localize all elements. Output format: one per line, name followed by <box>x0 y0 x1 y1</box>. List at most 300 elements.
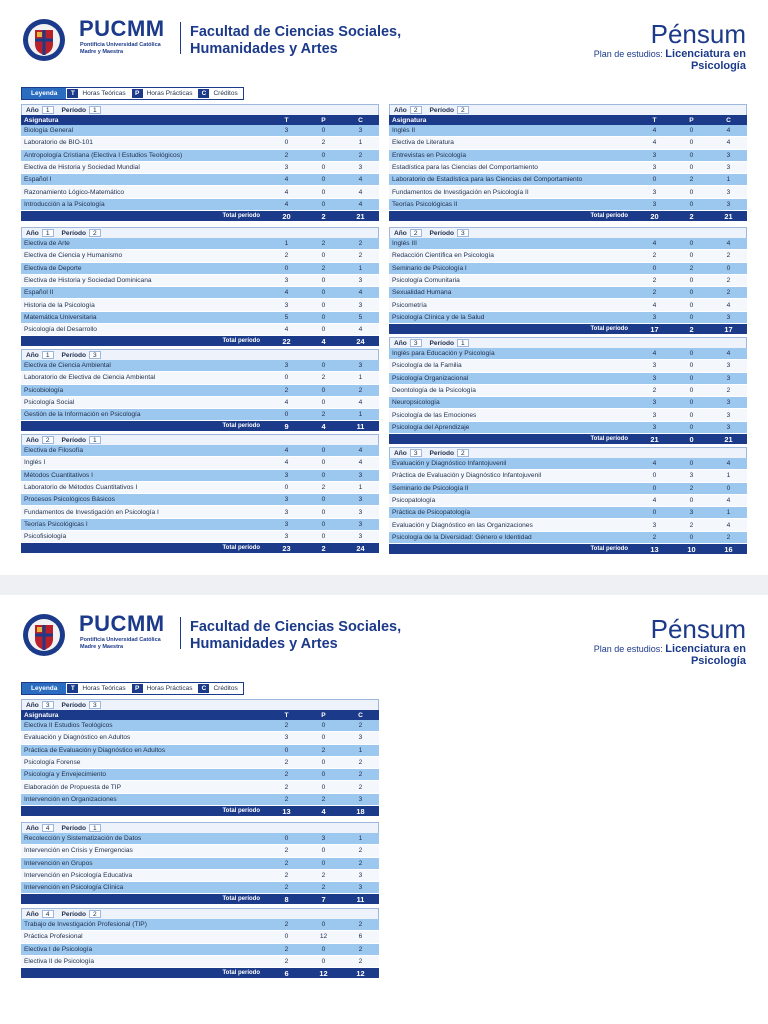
period-total-row <box>389 324 747 334</box>
subject-t: 2 <box>284 783 289 791</box>
subject-t: 2 <box>284 872 289 880</box>
period-label: Período <box>429 449 455 457</box>
subject-p: 0 <box>689 423 694 431</box>
period-table <box>389 227 747 334</box>
university-full-name <box>80 42 175 56</box>
legend <box>21 682 244 695</box>
subject-t: 2 <box>284 386 289 394</box>
legend-label-c: Créditos <box>213 685 238 692</box>
period-total-label: Total período <box>590 326 628 333</box>
period-header <box>21 227 379 238</box>
subject-p: 0 <box>689 374 694 382</box>
year-value: 4 <box>42 910 54 918</box>
subject-row <box>21 858 379 870</box>
subject-c: 2 <box>358 240 363 248</box>
subject-row <box>21 372 379 384</box>
subject-name: Evaluación y Diagnóstico en las Organizaciones <box>392 521 533 529</box>
subject-row <box>21 781 379 793</box>
subject-c: 1 <box>358 139 363 147</box>
subject-t: 2 <box>284 795 289 803</box>
subject-t: 4 <box>284 176 289 184</box>
subject-row <box>21 494 379 506</box>
subject-t: 0 <box>284 411 289 419</box>
total-c: 18 <box>356 806 365 816</box>
subject-c: 3 <box>726 151 731 159</box>
year-label: Año <box>394 229 407 237</box>
page-title: Pénsum <box>650 19 746 49</box>
subject-t: 2 <box>652 533 657 541</box>
subject-row <box>21 956 379 968</box>
subject-p: 0 <box>689 533 694 541</box>
subject-t: 2 <box>652 252 657 260</box>
university-name-line-2: Madre y Maestra <box>80 49 124 55</box>
subject-name: Psicobiología <box>24 386 64 394</box>
subject-name: Entrevistas en Psicología <box>392 151 467 159</box>
subject-name: Psicología Social <box>24 399 75 407</box>
subject-name: Psicopatología <box>392 497 436 505</box>
subject-name: Métodos Cuantitativos I <box>24 471 93 479</box>
subject-c: 4 <box>726 350 731 358</box>
subject-row <box>389 238 747 250</box>
subject-c: 4 <box>726 139 731 147</box>
year-value: 2 <box>42 436 54 444</box>
subject-p: 0 <box>321 533 326 541</box>
legend-title: Leyenda <box>22 683 66 694</box>
subject-p: 0 <box>321 847 326 855</box>
subject-c: 2 <box>358 783 363 791</box>
subject-t: 2 <box>284 958 289 966</box>
subject-p: 0 <box>321 127 326 135</box>
period-header <box>21 434 379 445</box>
subject-c: 3 <box>726 200 731 208</box>
subject-row <box>389 312 747 324</box>
period-label: Período <box>61 351 87 359</box>
subject-t: 2 <box>284 722 289 730</box>
subject-p: 0 <box>321 945 326 953</box>
subject-name: Antropología Cristiana (Electiva I Estudios Teológicos) <box>24 151 183 159</box>
subject-t: 3 <box>652 362 657 370</box>
subject-c: 3 <box>358 520 363 528</box>
total-t: 13 <box>650 544 659 554</box>
subject-t: 2 <box>284 771 289 779</box>
faculty-line-2: Humanidades y Artes <box>190 41 338 57</box>
period-table <box>389 104 747 221</box>
subject-t: 3 <box>652 521 657 529</box>
period-total-label: Total período <box>590 213 628 220</box>
column-p: P <box>321 711 326 719</box>
university-full-name <box>80 637 175 651</box>
subject-name: Elaboración de Propuesta de TIP <box>24 783 122 791</box>
subject-c: 3 <box>358 362 363 370</box>
subject-p: 0 <box>321 722 326 730</box>
subject-p: 3 <box>689 472 694 480</box>
subject-c: 2 <box>358 945 363 953</box>
period-total-row <box>389 211 747 221</box>
subject-p: 0 <box>321 164 326 172</box>
period-table <box>21 349 379 431</box>
subject-p: 0 <box>689 277 694 285</box>
period-header <box>21 822 379 833</box>
subject-p: 0 <box>321 520 326 528</box>
total-t: 8 <box>284 894 289 904</box>
subject-p: 0 <box>689 411 694 419</box>
period-value: 3 <box>457 229 469 237</box>
subject-name: Redacción Científica en Psicología <box>392 252 494 260</box>
subject-t: 2 <box>652 277 657 285</box>
subject-p: 0 <box>689 497 694 505</box>
subject-row <box>21 150 379 162</box>
subject-name: Práctica de Evaluación y Diagnóstico en Adultos <box>24 746 166 754</box>
legend-key-p: P <box>132 89 143 98</box>
subject-row <box>21 870 379 882</box>
subject-row <box>389 299 747 311</box>
period-value: 3 <box>89 351 101 359</box>
period-value: 1 <box>89 106 101 114</box>
subject-p: 0 <box>321 386 326 394</box>
year-value: 3 <box>410 339 422 347</box>
subject-c: 4 <box>358 447 363 455</box>
subject-p: 12 <box>319 933 328 941</box>
period-value: 3 <box>89 701 101 709</box>
subject-t: 4 <box>652 139 657 147</box>
year-label: Año <box>26 824 39 832</box>
subject-t: 0 <box>652 176 657 184</box>
column-c: C <box>726 116 731 124</box>
page-header <box>0 0 768 84</box>
subject-row <box>21 263 379 275</box>
subject-t: 3 <box>652 374 657 382</box>
subject-row <box>389 287 747 299</box>
subject-row <box>21 757 379 769</box>
period-label: Período <box>61 106 87 114</box>
subject-t: 3 <box>284 301 289 309</box>
subject-t: 0 <box>652 472 657 480</box>
faculty-line-2: Humanidades y Artes <box>190 636 338 652</box>
subject-c: 3 <box>358 301 363 309</box>
subject-c: 2 <box>358 958 363 966</box>
column-c: C <box>358 116 363 124</box>
period-label: Período <box>61 824 87 832</box>
subject-c: 3 <box>358 496 363 504</box>
subject-row <box>21 162 379 174</box>
subject-name: Trabajo de Investigación Profesional (TIP) <box>24 921 147 929</box>
subject-p: 0 <box>321 459 326 467</box>
subject-row <box>21 833 379 845</box>
subject-c: 3 <box>358 164 363 172</box>
subject-row <box>21 299 379 311</box>
subject-t: 0 <box>284 374 289 382</box>
subject-p: 0 <box>321 151 326 159</box>
subject-c: 3 <box>726 164 731 172</box>
total-t: 17 <box>650 324 659 334</box>
subject-c: 1 <box>358 484 363 492</box>
subject-p: 0 <box>321 771 326 779</box>
subject-p: 0 <box>321 471 326 479</box>
subject-name: Español II <box>24 289 54 297</box>
career-line-2: Psicología <box>690 60 746 72</box>
period-total-label: Total período <box>590 546 628 553</box>
subject-c: 4 <box>726 521 731 529</box>
year-label: Año <box>394 449 407 457</box>
subject-name: Laboratorio de Electiva de Ciencia Ambiental <box>24 374 156 382</box>
year-value: 1 <box>42 229 54 237</box>
subject-row <box>21 794 379 806</box>
period-total-row <box>21 336 379 346</box>
total-c: 11 <box>356 421 365 431</box>
subject-c: 3 <box>726 313 731 321</box>
subject-c: 0 <box>726 264 731 272</box>
column-p: P <box>689 116 694 124</box>
subject-name: Teorías Psicológicas I <box>24 520 88 528</box>
subject-t: 2 <box>652 387 657 395</box>
subject-row <box>21 519 379 531</box>
period-total-row <box>21 806 379 816</box>
subject-name: Estadística para las Ciencias del Comportamiento <box>392 164 538 172</box>
period-header <box>389 227 747 238</box>
subject-p: 0 <box>689 164 694 172</box>
subject-c: 3 <box>726 399 731 407</box>
total-t: 22 <box>282 336 291 346</box>
subject-t: 5 <box>284 313 289 321</box>
university-logo-name: PUCMM <box>79 611 165 636</box>
subject-p: 0 <box>321 289 326 297</box>
subject-p: 0 <box>689 127 694 135</box>
subject-p: 2 <box>321 411 326 419</box>
period-table <box>21 822 379 904</box>
subject-p: 0 <box>321 399 326 407</box>
period-label: Período <box>61 701 87 709</box>
subject-row <box>389 409 747 421</box>
subject-p: 0 <box>321 176 326 184</box>
period-label: Período <box>429 229 455 237</box>
subject-t: 3 <box>652 313 657 321</box>
subject-t: 4 <box>652 127 657 135</box>
subject-p: 2 <box>321 374 326 382</box>
subject-c: 2 <box>726 252 731 260</box>
total-p: 4 <box>321 336 326 346</box>
period-header <box>21 908 379 919</box>
subject-row <box>21 199 379 211</box>
subject-c: 3 <box>726 188 731 196</box>
subject-p: 0 <box>689 387 694 395</box>
subject-name: Psicología de las Emociones <box>392 411 477 419</box>
subject-name: Psicología de la Diversidad: Género e Identidad <box>392 533 532 541</box>
subject-t: 0 <box>284 746 289 754</box>
subject-row <box>389 174 747 186</box>
subject-c: 2 <box>358 859 363 867</box>
subject-name: Sexualidad Humana <box>392 289 452 297</box>
study-plan <box>546 48 746 72</box>
total-p: 4 <box>321 806 326 816</box>
subject-name: Fundamentos de Investigación en Psicología II <box>392 188 529 196</box>
legend-label-t: Horas Teóricas <box>82 90 126 97</box>
subject-c: 4 <box>358 459 363 467</box>
subject-p: 0 <box>321 277 326 285</box>
subject-p: 0 <box>321 508 326 516</box>
year-value: 3 <box>410 449 422 457</box>
total-c: 24 <box>356 543 365 553</box>
subject-name: Laboratorio de Métodos Cuantitativos I <box>24 484 138 492</box>
subject-name: Electiva de Historia y Sociedad Dominicana <box>24 277 152 285</box>
subject-row <box>389 373 747 385</box>
legend-label-t: Horas Teóricas <box>82 685 126 692</box>
period-total-label: Total período <box>590 436 628 443</box>
subject-p: 0 <box>321 326 326 334</box>
subject-name: Introducción a la Psicología <box>24 200 105 208</box>
subject-p: 0 <box>689 399 694 407</box>
period-header <box>389 447 747 458</box>
subject-name: Inglés para Educación y Psicología <box>392 350 495 358</box>
subject-c: 1 <box>358 411 363 419</box>
subject-c: 3 <box>358 277 363 285</box>
subject-row <box>389 125 747 137</box>
subject-p: 0 <box>321 734 326 742</box>
subject-p: 2 <box>321 139 326 147</box>
subject-c: 2 <box>358 151 363 159</box>
subject-p: 0 <box>321 496 326 504</box>
subject-t: 4 <box>284 459 289 467</box>
subject-name: Laboratorio de Estadística para las Ciencias del Comportamiento <box>392 176 583 184</box>
subject-row <box>389 470 747 482</box>
subject-name: Deontología de la Psicología <box>392 387 476 395</box>
subject-name: Psicología Forense <box>24 759 81 767</box>
period-total-row <box>21 894 379 904</box>
subject-row <box>21 397 379 409</box>
subject-row <box>389 263 747 275</box>
subject-p: 2 <box>321 264 326 272</box>
subject-c: 4 <box>358 176 363 184</box>
subject-p: 0 <box>689 301 694 309</box>
period-total-row <box>389 544 747 554</box>
total-c: 21 <box>356 211 365 221</box>
subject-c: 3 <box>358 884 363 892</box>
year-label: Año <box>26 910 39 918</box>
subject-c: 3 <box>726 374 731 382</box>
university-shield-icon <box>20 613 68 657</box>
subject-c: 1 <box>726 176 731 184</box>
subject-c: 3 <box>726 362 731 370</box>
column-subject: Asignatura <box>24 116 59 124</box>
subject-row <box>21 506 379 518</box>
career-line-1: Licenciatura en <box>665 48 746 60</box>
period-table <box>21 908 379 978</box>
subject-p: 2 <box>321 795 326 803</box>
subject-name: Recolección y Sistematización de Datos <box>24 835 142 843</box>
period-label: Período <box>61 910 87 918</box>
subject-row <box>389 360 747 372</box>
subject-t: 3 <box>284 362 289 370</box>
subject-c: 4 <box>726 460 731 468</box>
subject-p: 2 <box>689 521 694 529</box>
year-value: 4 <box>42 824 54 832</box>
subject-row <box>21 238 379 250</box>
subject-c: 4 <box>358 289 363 297</box>
subject-row <box>21 360 379 372</box>
subject-name: Electiva de Arte <box>24 240 70 248</box>
subject-t: 2 <box>284 859 289 867</box>
subject-row <box>389 348 747 360</box>
subject-t: 0 <box>284 484 289 492</box>
subject-c: 3 <box>358 533 363 541</box>
faculty-name <box>190 24 410 58</box>
subject-t: 3 <box>284 496 289 504</box>
subject-p: 0 <box>689 460 694 468</box>
subject-name: Evaluación y Diagnóstico Infantojuvenil <box>392 460 507 468</box>
subject-p: 0 <box>321 252 326 260</box>
subject-name: Electiva de Filosofía <box>24 447 84 455</box>
subject-t: 3 <box>652 411 657 419</box>
subject-t: 0 <box>284 835 289 843</box>
subject-name: Intervención en Psicología Clínica <box>24 884 124 892</box>
year-label: Año <box>26 106 39 114</box>
subject-p: 0 <box>321 859 326 867</box>
subject-row <box>389 275 747 287</box>
subject-c: 4 <box>358 326 363 334</box>
year-label: Año <box>394 339 407 347</box>
university-name-line-2: Madre y Maestra <box>80 644 124 650</box>
subject-name: Intervención en Crisis y Emergencias <box>24 847 133 855</box>
subject-name: Fundamentos de Investigación en Psicología I <box>24 508 159 516</box>
column-t: T <box>284 116 289 124</box>
subject-t: 0 <box>284 264 289 272</box>
subject-c: 3 <box>726 423 731 431</box>
subject-row <box>21 312 379 324</box>
subject-row <box>21 457 379 469</box>
year-label: Año <box>394 106 407 114</box>
subject-t: 4 <box>284 188 289 196</box>
career-line-1: Licenciatura en <box>665 643 746 655</box>
column-t: T <box>284 711 289 719</box>
year-value: 1 <box>42 106 54 114</box>
subject-row <box>389 385 747 397</box>
subject-p: 0 <box>689 350 694 358</box>
column-c: C <box>358 711 363 719</box>
period-header <box>389 104 747 115</box>
subject-row <box>389 483 747 495</box>
subject-p: 0 <box>689 313 694 321</box>
subject-c: 4 <box>726 497 731 505</box>
subject-name: Teorías Psicológicas II <box>392 200 458 208</box>
subject-t: 3 <box>284 533 289 541</box>
subject-p: 2 <box>689 484 694 492</box>
university-name-line-1: Pontificia Universidad Católica <box>80 637 161 643</box>
subject-row <box>21 845 379 857</box>
total-c: 16 <box>724 544 733 554</box>
subject-t: 2 <box>284 759 289 767</box>
subject-c: 1 <box>726 509 731 517</box>
subject-name: Psicología y Envejecimiento <box>24 771 107 779</box>
period-total-label: Total período <box>222 545 260 552</box>
subject-name: Historia de la Psicología <box>24 301 95 309</box>
subject-name: Electiva de Historia y Sociedad Mundial <box>24 164 140 172</box>
subject-row <box>21 250 379 262</box>
subject-t: 2 <box>284 945 289 953</box>
subject-row <box>389 422 747 434</box>
subject-c: 2 <box>358 722 363 730</box>
subject-name: Práctica Profesional <box>24 933 83 941</box>
subject-row <box>389 507 747 519</box>
subject-t: 3 <box>652 399 657 407</box>
subject-name: Electiva de Deporte <box>24 264 82 272</box>
subject-row <box>21 324 379 336</box>
subject-c: 2 <box>358 386 363 394</box>
subject-p: 0 <box>689 188 694 196</box>
period-header <box>389 337 747 348</box>
total-p: 2 <box>321 211 326 221</box>
subject-row <box>21 287 379 299</box>
total-p: 10 <box>687 544 696 554</box>
subject-name: Inglés II <box>392 127 416 135</box>
